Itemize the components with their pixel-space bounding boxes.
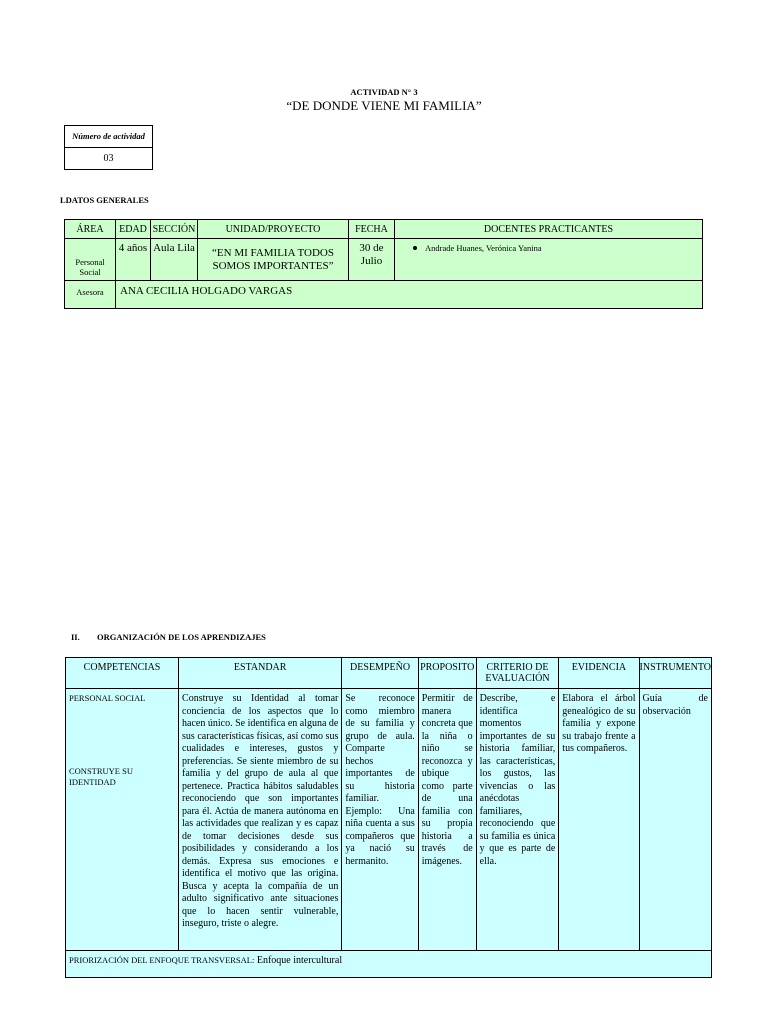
competencia-area: PERSONAL SOCIAL (69, 693, 146, 703)
col-seccion: SECCIÓN (151, 220, 198, 239)
instrumento-text: Guía de observación (639, 689, 711, 951)
page-title: “DE DONDE VIENE MI FAMILIA” (286, 98, 482, 113)
activity-number-value: 03 (65, 148, 153, 170)
edad-value: 4 años (116, 239, 151, 281)
docentes-cell (395, 239, 703, 281)
estandar-text: Construye su Identidad al tomar conciencia de los aspectos que lo hacen único. Se identifica en alguna de sus características físicas, así como sus cualidades e intereses, gustos y preferencias. Se siente miembro de su familia y del grupo de aula al que pertenece. Practica hábitos saludables reconociendo que son importantes para él. Actúa de manera autónoma en las actividades que realizan y es capaz de tomar decisiones desde sus posibilidades y considerando a los demás. Expresa sus emociones e identifica el motivo que las origina. Busca y acepta la compañía de un adulto significativo ante situaciones que lo hacen sentir vulnerable, inseguro, triste o alegre. (179, 689, 342, 951)
activity-number: ACTIVIDAD N° 3 (350, 87, 418, 97)
organization-table (65, 657, 712, 978)
col-edad: EDAD (116, 220, 151, 239)
criterio-text: Describe, e identifica momentos importantes de su historia familiar, las características, los gustos, las vivencias o las anécdotas familiares, reconociendo que su familia es única y que es parte de ella. (476, 689, 559, 951)
enfoque-value: Enfoque intercultural (256, 955, 343, 966)
evidencia-text: Elabora el árbol genealógico de su familia y expone su trabajo frente a tus compañeros. (559, 689, 639, 951)
activity-number-box (64, 125, 153, 170)
competencia-name: CONSTRUYE SU IDENTIDAD (69, 766, 133, 787)
area-value: Personal Social (65, 239, 116, 281)
docentes-value: Andrade Huanes, Verónica Yanina (425, 243, 542, 253)
col-proposito: PROPOSITO (418, 658, 476, 689)
seccion-value: Aula Lila (151, 239, 198, 281)
col-instrumento: INSTRUMENTO (639, 658, 711, 689)
asesora-label: Asesora (65, 281, 116, 309)
col-unidad: UNIDAD/PROYECTO (198, 220, 349, 239)
proposito-text: Permitir de manera concreta que la niña o niño se reconozca y ubique como parte de una familia con su propia historia a través de imágenes. (418, 689, 476, 951)
col-desempeno: DESEMPEÑO (342, 658, 418, 689)
org-heading: ORGANIZACIÓN DE LOS APRENDIZAJES (97, 632, 266, 642)
general-data-heading: LDATOS GENERALES (60, 195, 149, 205)
general-data-table (64, 219, 703, 309)
enfoque-row (66, 951, 712, 978)
col-docentes: DOCENTES PRACTICANTES (395, 220, 703, 239)
asesora-name: ANA CECILIA HOLGADO VARGAS (116, 281, 703, 309)
org-heading-number: II. (71, 632, 80, 642)
col-criterio: CRITERIO DE EVALUACIÓN (476, 658, 559, 689)
activity-number-label: Número de actividad (65, 126, 153, 148)
col-area: ÁREA (65, 220, 116, 239)
col-competencias: COMPETENCIAS (66, 658, 179, 689)
bullet-icon (413, 246, 417, 250)
col-evidencia: EVIDENCIA (559, 658, 639, 689)
col-estandar: ESTANDAR (179, 658, 342, 689)
enfoque-label: PRIORIZACIÓN DEL ENFOQUE TRANSVERSAL: (69, 955, 255, 965)
unidad-value: “EN MI FAMILIA TODOS SOMOS IMPORTANTES” (198, 239, 349, 281)
desempeno-text: Se reconoce como miembro de su familia y grupo de aula. Comparte hechos importantes de su historia familiar. Ejemplo: Una niña cuenta a sus compañeros que ya nació su hermanito. (342, 689, 418, 951)
col-fecha: FECHA (349, 220, 395, 239)
competencias-cell (66, 689, 179, 951)
fecha-value: 30 de Julio (349, 239, 395, 281)
